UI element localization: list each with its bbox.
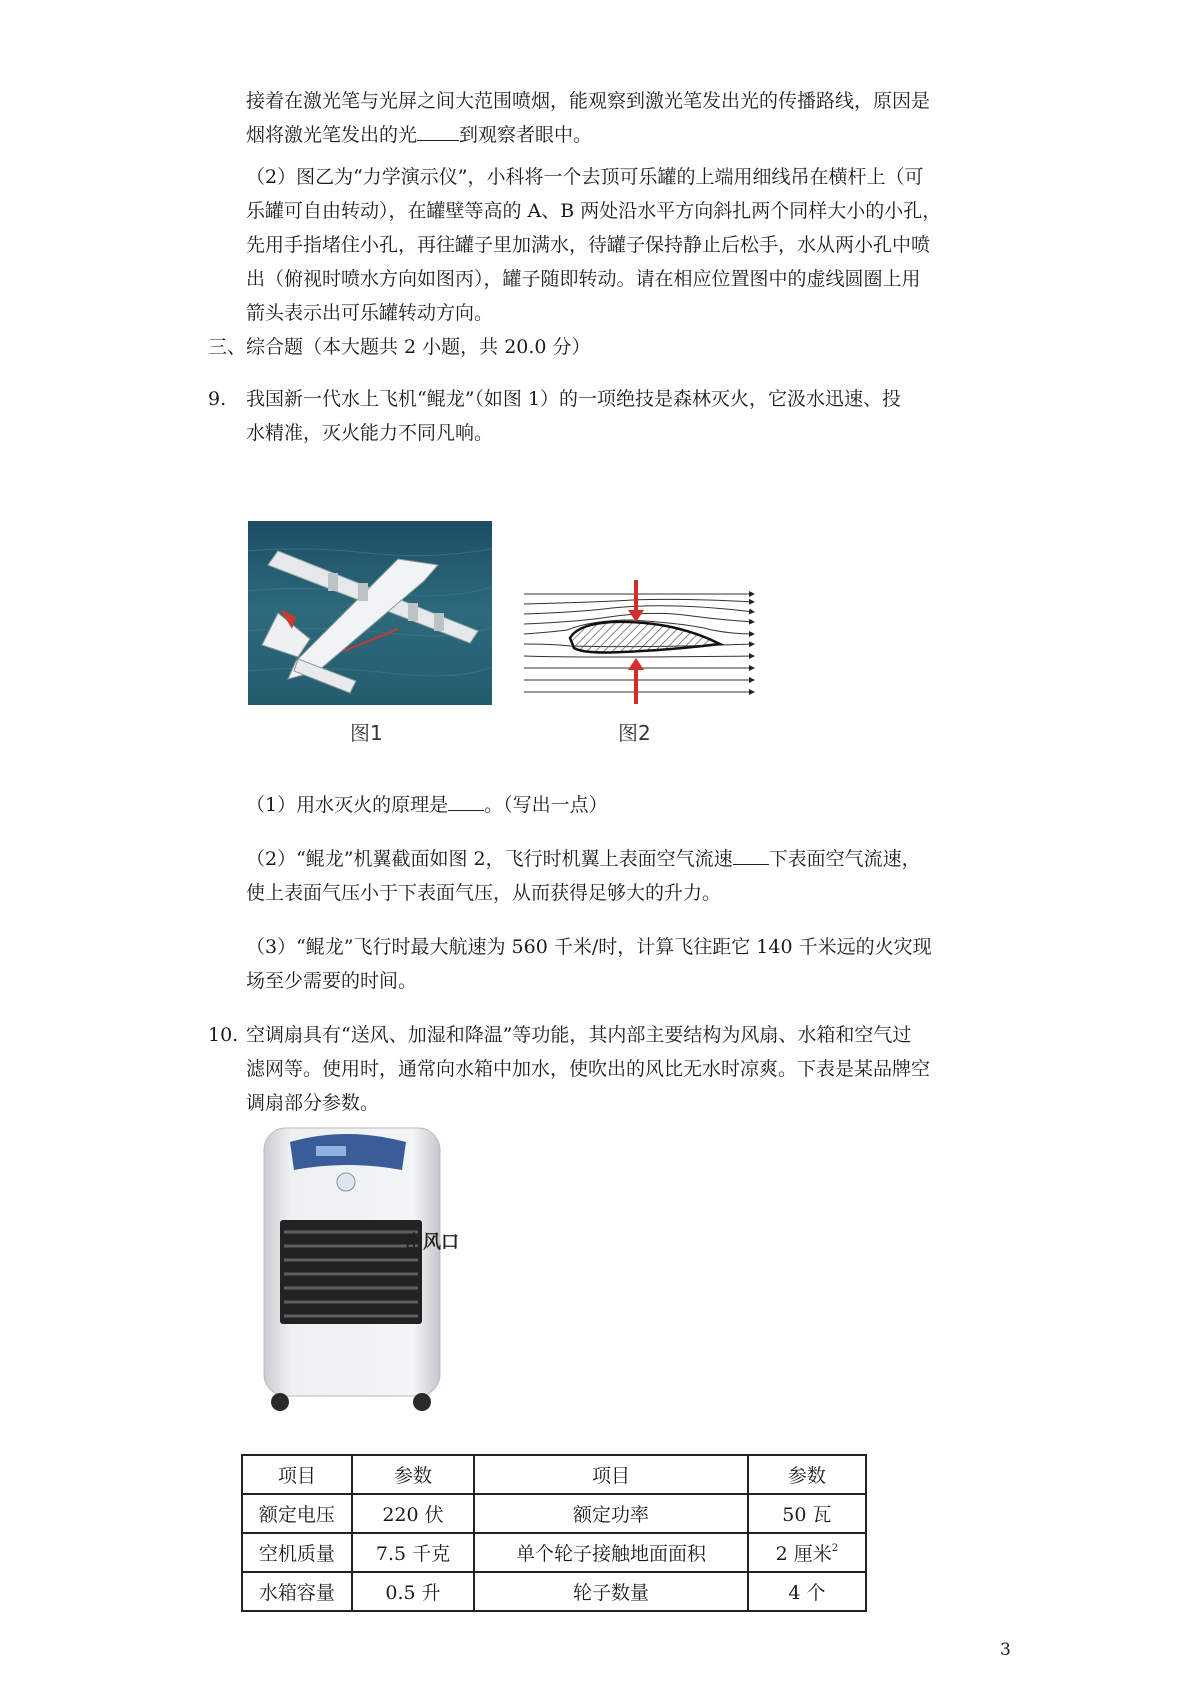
table-cell: 50 瓦 [748,1494,866,1533]
text-line: 我国新一代水上飞机“鲲龙”（如图 1）的一项绝技是森林灭火，它汲水迅速、投 [246,388,902,410]
table-cell: 轮子数量 [474,1572,748,1611]
text-line: （3）“鲲龙”飞行时最大航速为 560 千米/时，计算飞往距它 140 千米远的火灾现 [246,936,932,958]
paragraph-q8-2 [246,160,1006,330]
question-number: 9. [208,388,227,410]
table-cell: 220 伏 [352,1494,474,1533]
table-cell: 7.5 千克 [352,1533,474,1572]
table-cell: 额定功率 [474,1494,748,1533]
air-outlet-label: 出风口 [405,1232,459,1253]
parameter-table [241,1454,867,1612]
table-cell: 4 个 [748,1572,866,1611]
wing-airflow-diagram [522,580,758,706]
table-row [242,1494,866,1533]
answer-blank[interactable] [733,846,769,865]
table-row [242,1533,866,1572]
text-line: 下表面空气流速， [768,848,921,870]
text-line: （1）用水灭火的原理是 [246,794,449,816]
text-line: （2）图乙为“力学演示仪”，小科将一个去顶可乐罐的上端用细线吊在横杆上（可 [246,166,924,188]
text-line: 场至少需要的时间。 [246,970,418,992]
table-cell: 单个轮子接触地面面积 [474,1533,748,1572]
question-number: 10. [208,1024,239,1046]
text-line: 。（写出一点） [484,794,608,816]
table-header-cell: 参数 [352,1455,474,1494]
table-header-cell: 参数 [748,1455,866,1494]
cell-value: 2 厘米 [775,1543,832,1565]
text-line: （2）“鲲龙”机翼截面如图 2，飞行时机翼上表面空气流速 [246,848,733,870]
text-line: 空调扇具有“送风、加湿和降温”等功能，其内部主要结构为风扇、水箱和空气过 [246,1024,912,1046]
figure-2-caption: 图2 [618,721,651,745]
figure-1-caption: 图1 [350,721,383,745]
table-header-cell: 项目 [474,1455,748,1494]
q9-sub3 [246,930,1006,998]
q9-sub1 [246,788,1006,822]
section-title: 三、综合题（本大题共 2 小题，共 20.0 分） [208,336,591,358]
table-header-cell: 项目 [242,1455,352,1494]
seaplane-photo [248,521,492,705]
paragraph-laser [246,84,1006,152]
question-10-stem [246,1018,1006,1120]
text-line: 接着在激光笔与光屏之间大范围喷烟，能观察到激光笔发出光的传播路线，原因是 [246,90,931,112]
text-line: 使上表面气压小于下表面气压，从而获得足够大的升力。 [246,882,722,904]
text-line: 烟将激光笔发出的光 [246,124,418,146]
table-cell: 空机质量 [242,1533,352,1572]
text-line: 到观察者眼中。 [459,124,593,146]
page-number: 3 [1000,1640,1011,1660]
table-cell [748,1533,866,1572]
answer-blank[interactable] [448,792,484,811]
table-cell: 水箱容量 [242,1572,352,1611]
q9-sub2 [246,842,1006,910]
text-line: 箭头表示出可乐罐转动方向。 [246,302,494,324]
text-line: 调扇部分参数。 [246,1092,380,1114]
question-9-stem [246,382,1006,450]
text-line: 水精准，灭火能力不同凡响。 [246,422,494,444]
table-header-row [242,1455,866,1494]
table-cell: 额定电压 [242,1494,352,1533]
superscript: 2 [831,1543,839,1554]
text-line: 出（俯视时喷水方向如图丙），罐子随即转动。请在相应位置图中的虚线圆圈上用 [246,268,921,290]
air-cooler-photo [246,1120,456,1416]
text-line: 先用手指堵住小孔，再往罐子里加满水，待罐子保持静止后松手，水从两小孔中喷 [246,234,931,256]
table-cell: 0.5 升 [352,1572,474,1611]
text-line: 滤网等。使用时，通常向水箱中加水，使吹出的风比无水时凉爽。下表是某品牌空 [246,1058,931,1080]
answer-blank[interactable] [417,122,459,141]
text-line: 乐罐可自由转动），在罐壁等高的 A、B 两处沿水平方向斜扎两个同样大小的小孔， [246,200,942,222]
table-row [242,1572,866,1611]
